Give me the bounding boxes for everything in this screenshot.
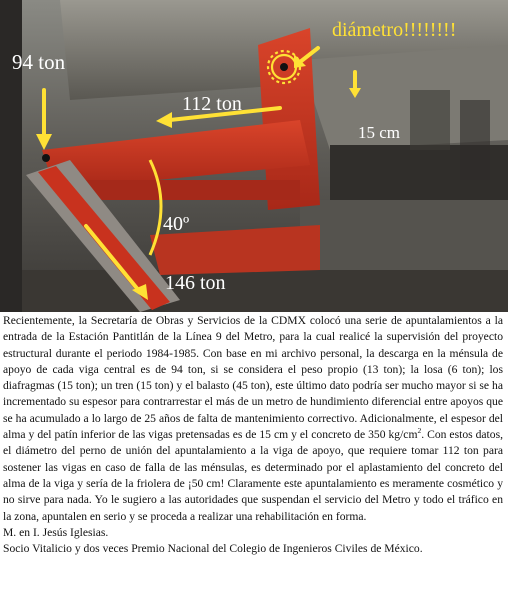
author-credentials: Socio Vitalicio y dos veces Premio Nacional del Colegio de Ingenieros Civiles de México. bbox=[3, 542, 423, 556]
article-body-part2: . Con estos datos, el diámetro del perno de unión del apuntalamiento a la viga de apoyo, que requiere tomar 112 ton para sostener las vigas en caso de falla de las ménsulas, es determinado por el aplastamiento del concreto del alma de la viga y sería de la friolera de ¡50 cm! Claramente este apuntalamiento es meramente cosmético y no sirve para nada. Yo le sugiero a las autoridades que suspendan el servicio del Metro y todo el tráfico en la zona, apuntalen en serio y se proceda a realizar una rehabilitación en forma. bbox=[3, 428, 503, 523]
gap-15-label: 15 cm bbox=[358, 123, 401, 142]
floor-shadow bbox=[22, 270, 508, 312]
bolt bbox=[42, 154, 50, 162]
stain bbox=[460, 100, 490, 180]
diameter-label: diámetro!!!!!!!! bbox=[332, 19, 457, 41]
load-112-label: 112 ton bbox=[182, 93, 242, 115]
article-body-part1: Recientemente, la Secretaría de Obras y Servicios de la CDMX colocó una serie de apuntalamientos a la entrada de la Estación Pantitlán de la Línea 9 del Metro, para la cual realicé la supervisión del proyecto estructural durante el periodo 1984-1985. Con base en mi archivo personal, la descarga en la ménsula de apoyo de cada viga central es de 94 ton, si se considera el peso propio (13 ton); la losa (6 ton); los diafragmas (15 ton); un tren (15 ton) y el balasto (45 ton), este último dato podría ser mucho mayor si se ha incrementado su espesor para contrarrestar el más de un metro de hundimiento diferencial entre apoyos que se ha acumulado a lo largo de 25 años de falta de mantenimiento correctivo. Adicionalmente, el espesor del alma y del patín inferior de las vigas pretensadas es de 15 cm y el concreto de 350 kg/cm bbox=[3, 314, 503, 442]
superscript: 2 bbox=[417, 426, 422, 436]
angle-40-label: 40º bbox=[163, 213, 190, 235]
stain bbox=[410, 90, 450, 150]
load-146-label: 146 ton bbox=[165, 272, 226, 294]
load-94-label: 94 ton bbox=[12, 50, 66, 74]
lower-beam bbox=[300, 200, 508, 270]
pin bbox=[280, 63, 288, 71]
left-column bbox=[0, 0, 22, 312]
article-text bbox=[3, 313, 503, 557]
author-name: M. en I. Jesús Iglesias. bbox=[3, 525, 109, 539]
article-body bbox=[3, 313, 503, 525]
